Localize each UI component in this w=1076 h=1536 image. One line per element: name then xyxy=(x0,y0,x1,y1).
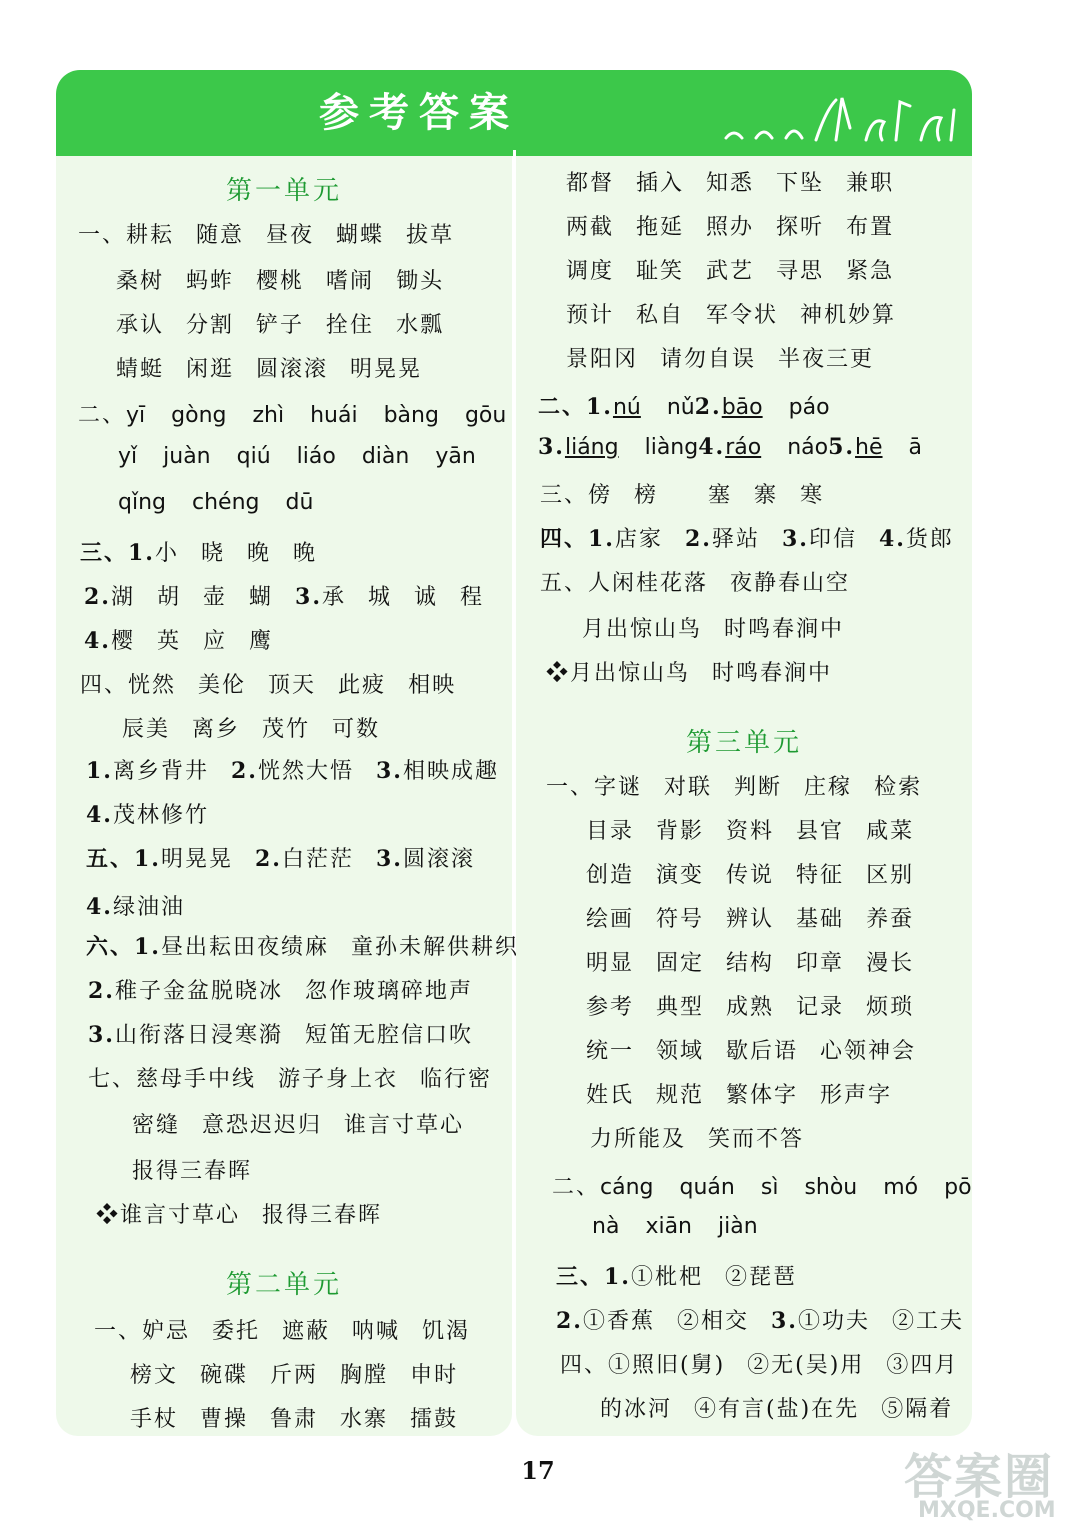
poem-line: 谁言寸草心 xyxy=(344,1113,465,1138)
char: 鹰 xyxy=(249,629,274,654)
word: 随意 xyxy=(196,223,245,248)
u1-s1-row xyxy=(116,352,422,383)
char: 承 xyxy=(322,585,347,610)
u2-s1-row xyxy=(130,1358,458,1389)
u3-s4-row xyxy=(600,1392,953,1423)
word: 检索 xyxy=(874,775,923,800)
pinyin: gòng xyxy=(171,403,227,428)
pinyin: yī xyxy=(126,403,146,428)
word: 斤两 xyxy=(270,1363,319,1388)
word: 景阳冈 xyxy=(566,347,639,372)
pinyin: chéng xyxy=(192,490,260,515)
word: 兼职 xyxy=(846,171,895,196)
word: 手杖 xyxy=(130,1407,179,1432)
pinyin-answer: bāo xyxy=(721,395,763,420)
answer: ⑤隔着 xyxy=(881,1397,954,1422)
u3-s3-row xyxy=(556,1304,964,1335)
u1-s4-row xyxy=(122,712,380,743)
word: 圆滚滚 xyxy=(402,847,475,872)
word: 演变 xyxy=(656,863,705,888)
word: 记录 xyxy=(796,995,845,1020)
word: 蝴蝶 xyxy=(336,223,385,248)
word: 承认 xyxy=(116,313,165,338)
u1-s3-row xyxy=(80,536,317,567)
word: ①枇杷 xyxy=(630,1265,703,1290)
item-number: 4. xyxy=(698,434,726,460)
word: 顶天 xyxy=(268,673,317,698)
word: 印信 xyxy=(808,527,857,552)
word: 可数 xyxy=(332,717,381,742)
word: 拴住 xyxy=(326,313,375,338)
item-number: 3. xyxy=(375,758,403,784)
u3-s3-row xyxy=(556,1260,797,1291)
unit-1-title: 第一单元 xyxy=(225,176,342,206)
pinyin-answer: ráo xyxy=(725,435,762,460)
pinyin: pō xyxy=(944,1175,972,1200)
word: 都督 xyxy=(566,171,615,196)
word: 典型 xyxy=(656,995,705,1020)
word: 半夜三更 xyxy=(778,347,875,372)
u1-s6-row xyxy=(88,1018,473,1049)
char: 城 xyxy=(368,585,393,610)
item-number: 2. xyxy=(84,584,111,610)
u1-s2-row xyxy=(118,490,313,515)
pinyin-answer: nú xyxy=(612,395,641,420)
poem-line: 游子身上衣 xyxy=(278,1067,399,1092)
word: 水瓢 xyxy=(396,313,445,338)
pinyin: sì xyxy=(760,1175,779,1200)
word: 明晃晃 xyxy=(160,847,233,872)
word: 资料 xyxy=(726,819,775,844)
pinyin: qǐng xyxy=(118,490,166,515)
char: 樱 xyxy=(110,629,135,654)
word: 力所能及 xyxy=(590,1127,687,1152)
section-label: 二、1. xyxy=(538,394,613,420)
pinyin: juàn xyxy=(163,444,211,469)
word: 呐喊 xyxy=(352,1319,401,1344)
char: 胡 xyxy=(156,585,181,610)
u2-s2-row xyxy=(538,390,830,421)
pinyin: cáng xyxy=(600,1175,654,1200)
u2-s1-cont-row xyxy=(566,298,896,329)
word: 两截 xyxy=(566,215,615,240)
word: 领域 xyxy=(656,1039,705,1064)
word: 四、恍然 xyxy=(80,673,177,698)
poem-line: 短笛无腔信口吹 xyxy=(304,1023,473,1048)
idiom: 离乡背井 xyxy=(112,759,209,784)
word: 锄头 xyxy=(396,269,445,294)
u2-s1-cont-row xyxy=(566,166,894,197)
word: 固定 xyxy=(656,951,705,976)
word: 咸菜 xyxy=(866,819,915,844)
unit-2-title: 第二单元 xyxy=(225,1270,342,1300)
word: 相映 xyxy=(408,673,457,698)
word: 调度 xyxy=(566,259,615,284)
char: 湖 xyxy=(110,585,135,610)
pinyin: quán xyxy=(679,1175,735,1200)
poem-line: 五、人闲桂花落 xyxy=(540,571,709,596)
word: ②工夫 xyxy=(891,1309,964,1334)
u2-s1-cont-row xyxy=(566,210,894,241)
poem-line: 时鸣春涧中 xyxy=(724,617,845,642)
word: 辨认 xyxy=(726,907,775,932)
poem-line: 夜静春山空 xyxy=(730,571,851,596)
poem-line: 七、慈母手中线 xyxy=(88,1067,257,1092)
poem-line: 忽作玻璃碎地声 xyxy=(304,979,473,1004)
u1-s6-row xyxy=(86,930,519,961)
pinyin: zhì xyxy=(252,403,285,428)
u3-s1-row xyxy=(586,946,914,977)
word: 烦琐 xyxy=(866,995,915,1020)
word: 委托 xyxy=(212,1319,261,1344)
word: 成熟 xyxy=(726,995,775,1020)
idiom: 茂林修竹 xyxy=(112,803,209,828)
u2-s5-row xyxy=(540,566,850,597)
poem-line: ❖谁言寸草心 xyxy=(96,1203,241,1228)
word: 区别 xyxy=(866,863,915,888)
word: 歇后语 xyxy=(726,1039,799,1064)
word: 传说 xyxy=(726,863,775,888)
word: 形声字 xyxy=(820,1083,893,1108)
poem-line: 昼出耘田夜绩麻 xyxy=(160,935,329,960)
u3-s1-row xyxy=(546,770,922,801)
word: 分割 xyxy=(186,313,235,338)
u3-s1-row xyxy=(586,1034,916,1065)
word: ①香蕉 xyxy=(582,1309,655,1334)
u3-s2-row xyxy=(592,1214,758,1239)
u2-s5-row xyxy=(582,612,844,643)
poem-line: 密缝 xyxy=(132,1113,181,1138)
word: 探听 xyxy=(776,215,825,240)
pinyin: jiàn xyxy=(718,1214,758,1239)
word: 对联 xyxy=(664,775,713,800)
poem-line: 山衔落日浸寒漪 xyxy=(114,1023,283,1048)
u1-s7-row xyxy=(132,1154,252,1185)
column-divider xyxy=(513,150,516,1440)
u2-s3-row xyxy=(540,478,824,509)
word: 背影 xyxy=(656,819,705,844)
watermark-text: 答案圈 xyxy=(904,1449,1055,1505)
item-number: 2. xyxy=(88,978,115,1004)
word: 紧急 xyxy=(846,259,895,284)
poem-line: 报得三春晖 xyxy=(262,1203,383,1228)
pinyin: liàng xyxy=(644,435,699,460)
word: 拔草 xyxy=(406,223,455,248)
item-number: 3. xyxy=(771,1308,798,1334)
word: 货郎 xyxy=(905,527,954,552)
word: 创造 xyxy=(586,863,635,888)
page-number: 17 xyxy=(521,1456,555,1485)
item-number: 3. xyxy=(88,1022,115,1048)
u3-s1-row xyxy=(590,1122,804,1153)
char: 英 xyxy=(156,629,181,654)
word: 结构 xyxy=(726,951,775,976)
word: 知悉 xyxy=(706,171,755,196)
word: 拖延 xyxy=(636,215,685,240)
word: 离乡 xyxy=(192,717,241,742)
pinyin: shòu xyxy=(804,1175,858,1200)
word: 遮蔽 xyxy=(282,1319,331,1344)
u3-s1-row xyxy=(586,1078,892,1109)
item-number: 2. xyxy=(230,758,258,784)
word: 蜻蜓 xyxy=(116,357,165,382)
u1-s4-row xyxy=(86,754,499,785)
answer: ③四月 xyxy=(886,1353,959,1378)
char: 诚 xyxy=(414,585,439,610)
u1-s6-row xyxy=(88,974,473,1005)
pinyin: bàng xyxy=(383,403,439,428)
word: 印章 xyxy=(796,951,845,976)
left-panel xyxy=(56,156,512,1436)
u1-s5-row xyxy=(86,890,185,921)
word: 辰美 xyxy=(122,717,171,742)
item-number: 2. xyxy=(556,1308,583,1334)
word: 神机妙算 xyxy=(800,303,897,328)
word: 布置 xyxy=(846,215,895,240)
idiom: 恍然大悟 xyxy=(257,759,354,784)
word: 圆滚滚 xyxy=(256,357,329,382)
u1-s1-row xyxy=(78,218,454,249)
word: 明晃晃 xyxy=(350,357,423,382)
word: 绘画 xyxy=(586,907,635,932)
u2-s5-row xyxy=(546,656,832,687)
word: 榜文 xyxy=(130,1363,179,1388)
poem-line: 临行密 xyxy=(420,1067,493,1092)
word: 蚂蚱 xyxy=(186,269,235,294)
answer: ④有言(盐)在先 xyxy=(694,1397,860,1422)
word: 目录 xyxy=(586,819,635,844)
word: 下坠 xyxy=(776,171,825,196)
word: 私自 xyxy=(636,303,685,328)
word: 擂鼓 xyxy=(410,1407,459,1432)
word: 樱桃 xyxy=(256,269,305,294)
item-number: 4. xyxy=(878,526,906,552)
u1-s2-row xyxy=(78,398,506,429)
section-label: 五、1. xyxy=(86,846,161,872)
word: 漫长 xyxy=(866,951,915,976)
item-number: 3. xyxy=(538,434,565,460)
u2-s1-cont-row xyxy=(566,342,874,373)
u3-s1-row xyxy=(586,990,914,1021)
char: 程 xyxy=(460,585,485,610)
pinyin: gōu xyxy=(464,403,507,428)
word: 寻思 xyxy=(776,259,825,284)
watermark-url: MXQE.COM xyxy=(918,1498,1056,1523)
word: 桑树 xyxy=(116,269,165,294)
banner-title: 参考答案 xyxy=(319,90,519,136)
banner-decoration xyxy=(716,88,976,148)
word: 碗碟 xyxy=(200,1363,249,1388)
char: 应 xyxy=(203,629,228,654)
char: 晚 xyxy=(247,541,272,566)
section-label: 三、1. xyxy=(556,1264,631,1290)
item-number: 3. xyxy=(295,584,322,610)
u1-s3-row xyxy=(84,624,273,655)
char: 寨 xyxy=(754,483,779,508)
word: 心领神会 xyxy=(820,1039,917,1064)
word: 规范 xyxy=(656,1083,705,1108)
word: 申时 xyxy=(410,1363,459,1388)
word: 预计 xyxy=(566,303,615,328)
section-label: 四、1. xyxy=(540,526,615,552)
word: 闲逛 xyxy=(186,357,235,382)
word: 此疲 xyxy=(338,673,387,698)
pinyin: liáo xyxy=(296,444,336,469)
item-number: 4. xyxy=(86,802,113,828)
u3-s4-row xyxy=(560,1348,958,1379)
u2-s1-row xyxy=(130,1402,458,1433)
word: 庄稼 xyxy=(804,775,853,800)
char: 小 xyxy=(154,541,179,566)
u1-s3-row xyxy=(84,580,484,611)
u1-s5-row xyxy=(86,842,475,873)
u1-s4-row xyxy=(80,668,456,699)
item-number: 2. xyxy=(694,394,722,420)
pinyin: nà xyxy=(592,1214,620,1239)
pinyin: yān xyxy=(435,444,476,469)
word: ①功夫 xyxy=(797,1309,870,1334)
u3-s1-row xyxy=(586,858,914,889)
word: 昼夜 xyxy=(266,223,315,248)
section-label: 六、1. xyxy=(86,934,161,960)
u2-s1-row xyxy=(94,1314,470,1345)
u2-s1-cont-row xyxy=(566,254,894,285)
answer: ②无(吴)用 xyxy=(747,1353,865,1378)
pinyin: xiān xyxy=(645,1214,692,1239)
pinyin: páo xyxy=(788,395,830,420)
u2-s2-row xyxy=(538,434,922,460)
poem-line: 报得三春晖 xyxy=(132,1159,253,1184)
char: 塞 xyxy=(708,483,733,508)
word: 嗜闹 xyxy=(326,269,375,294)
word: 铲子 xyxy=(256,313,305,338)
word: 美伦 xyxy=(198,673,247,698)
pinyin: huái xyxy=(310,403,358,428)
u1-s1-row xyxy=(116,308,444,339)
word: 曹操 xyxy=(200,1407,249,1432)
u1-s1-row xyxy=(116,264,444,295)
pinyin: nǔ xyxy=(666,395,695,420)
word: 养蚕 xyxy=(866,907,915,932)
word: 武艺 xyxy=(706,259,755,284)
poem-line: 童孙未解供耕织 xyxy=(350,935,519,960)
pinyin: náo xyxy=(787,435,829,460)
char: 晓 xyxy=(200,541,225,566)
word: 水寨 xyxy=(340,1407,389,1432)
idiom: 相映成趣 xyxy=(402,759,499,784)
word: 绿油油 xyxy=(112,895,185,920)
word: 符号 xyxy=(656,907,705,932)
word: 繁体字 xyxy=(726,1083,799,1108)
word: 请勿自误 xyxy=(660,347,757,372)
char: 寒 xyxy=(800,483,825,508)
poem-line: 稚子金盆脱晓冰 xyxy=(114,979,283,1004)
char: 榜 xyxy=(634,483,659,508)
item-number: 5. xyxy=(828,434,856,460)
u1-s4-row xyxy=(86,798,209,829)
word: 一、耕耘 xyxy=(78,223,175,248)
word: 姓氏 xyxy=(586,1083,635,1108)
word: 县官 xyxy=(796,819,845,844)
answer-banner xyxy=(56,70,972,156)
word: 军令状 xyxy=(706,303,779,328)
word: ②琵琶 xyxy=(724,1265,797,1290)
word: 驿站 xyxy=(711,527,760,552)
section-label: 二、 xyxy=(78,403,127,428)
pinyin-answer: liáng xyxy=(564,435,619,460)
char: 三、傍 xyxy=(540,483,613,508)
word: 插入 xyxy=(636,171,685,196)
pinyin: yǐ xyxy=(118,444,138,469)
word: ②相交 xyxy=(676,1309,749,1334)
u1-s7-row xyxy=(88,1062,492,1093)
word: 判断 xyxy=(734,775,783,800)
word: 一、妒忌 xyxy=(94,1319,191,1344)
item-number: 2. xyxy=(684,526,712,552)
word: 参考 xyxy=(586,995,635,1020)
word: 一、字谜 xyxy=(546,775,643,800)
pinyin-answer: hē xyxy=(855,435,883,460)
word: 明显 xyxy=(586,951,635,976)
pinyin: ā xyxy=(908,435,923,460)
section-label: 二、 xyxy=(552,1175,601,1200)
poem-line: 月出惊山鸟 xyxy=(582,617,703,642)
u3-s1-row xyxy=(586,902,914,933)
item-number: 1. xyxy=(86,758,113,784)
poem-line: ❖月出惊山鸟 xyxy=(546,661,691,686)
word: 耻笑 xyxy=(636,259,685,284)
u3-s1-row xyxy=(586,814,914,845)
word: 笑而不答 xyxy=(708,1127,805,1152)
poem-line: 意恐迟迟归 xyxy=(202,1113,323,1138)
pinyin: dū xyxy=(285,490,314,515)
item-number: 3. xyxy=(781,526,809,552)
word: 店家 xyxy=(614,527,663,552)
answer: 的冰河 xyxy=(600,1397,673,1422)
word: 统一 xyxy=(586,1039,635,1064)
item-number: 3. xyxy=(375,846,403,872)
poem-line: 时鸣春涧中 xyxy=(712,661,833,686)
pinyin: qiú xyxy=(236,444,271,469)
u1-s7-row xyxy=(132,1108,464,1139)
u1-s7-row xyxy=(96,1198,382,1229)
word: 饥渴 xyxy=(422,1319,471,1344)
item-number: 4. xyxy=(86,894,113,920)
word: 胸膛 xyxy=(340,1363,389,1388)
word: 照办 xyxy=(706,215,755,240)
u3-s2-row xyxy=(552,1170,972,1201)
char: 壶 xyxy=(203,585,228,610)
word: 鲁肃 xyxy=(270,1407,319,1432)
word: 白茫茫 xyxy=(281,847,354,872)
section-label: 三、1. xyxy=(80,540,155,566)
item-number: 4. xyxy=(84,628,111,654)
item-number: 2. xyxy=(254,846,282,872)
char: 蝴 xyxy=(249,585,274,610)
word: 特征 xyxy=(796,863,845,888)
answer: 四、①照旧(舅) xyxy=(560,1353,726,1378)
char: 晚 xyxy=(293,541,318,566)
pinyin: diàn xyxy=(361,444,410,469)
watermark-logo xyxy=(896,1438,1066,1528)
u2-s4-row xyxy=(540,522,954,553)
pinyin: mó xyxy=(883,1175,919,1200)
word: 茂竹 xyxy=(262,717,311,742)
word: 基础 xyxy=(796,907,845,932)
u1-s2-row xyxy=(118,444,476,469)
unit-3-title: 第三单元 xyxy=(685,728,802,758)
